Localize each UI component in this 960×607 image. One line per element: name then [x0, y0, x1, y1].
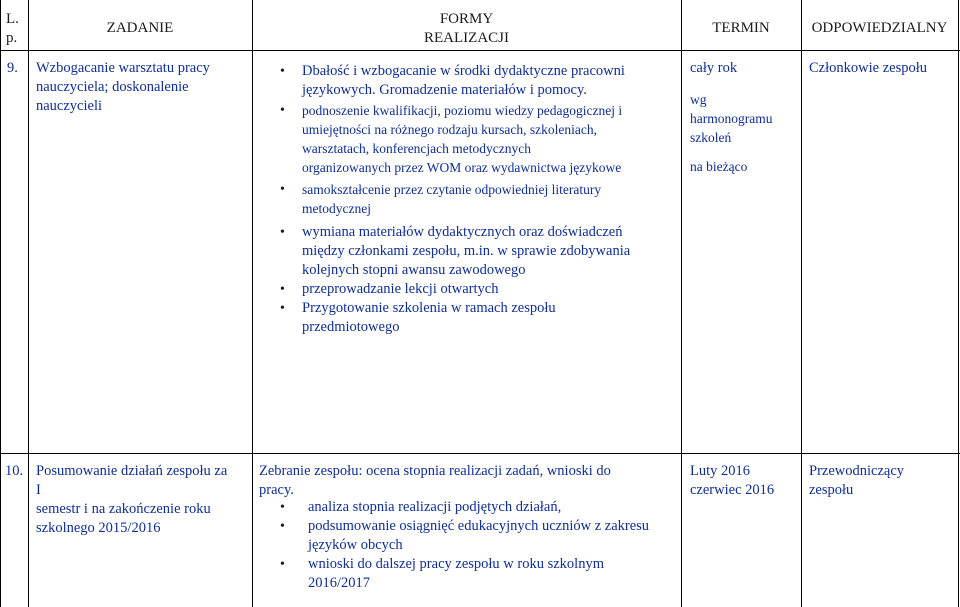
row9-termin-2: [690, 90, 798, 147]
column-divider-2: [252, 0, 253, 607]
row10-task: [36, 462, 248, 538]
header-lp: [6, 10, 26, 48]
row10-task-line: Posumowanie działań zespołu za: [36, 463, 228, 479]
header-formy-line2: REALIZACJI: [424, 30, 509, 46]
row9-form-line: warsztatach, konferencjach metodycznych: [302, 141, 532, 156]
row9-form-item: [276, 101, 678, 177]
row9-form-line: • podnoszenie kwalifikacji, poziomu wiedzy pedagogicznej i: [302, 103, 623, 118]
row9-form-line: metodycznej: [302, 201, 371, 216]
row10-forms-list: [276, 498, 678, 593]
row10-forms: Zebranie zespołu: ocena stopnia realizacji zadań, wnioski do pracy.: [259, 462, 679, 481]
row10-form-item: [276, 517, 678, 555]
header-termin: TERMIN: [712, 20, 770, 36]
row10-task-line: I: [36, 482, 41, 498]
row10-responsible-line: Przewodniczący: [809, 463, 905, 479]
row9-termin-2-line: wg: [690, 92, 707, 107]
column-divider-1: [28, 0, 29, 607]
row10-forms-intro-line: Zebranie zespołu: ocena stopnia realizacji zadań, wnioski do: [259, 463, 611, 479]
row9-form-line: • przeprowadzanie lekcji otwartych: [302, 281, 499, 297]
row10-number: 10.: [5, 463, 24, 479]
row10-form-line: 2016/2017: [308, 575, 371, 591]
row-divider: [0, 453, 960, 454]
row9-termin-2-line: szkoleń: [690, 130, 732, 145]
row9-form-item: [276, 180, 678, 218]
row9-form-item: [276, 299, 678, 337]
row10-termin: [690, 462, 798, 500]
row9-form-item: [276, 223, 678, 280]
row9-form-line: • wymiana materiałów dydaktycznych oraz doświadczeń: [302, 224, 623, 240]
row9-forms-list: [276, 62, 678, 337]
row9-number: 9.: [7, 60, 18, 76]
row9-form-line: kolejnych stopni awansu zawodowego: [302, 262, 526, 278]
row9-termin-1: cały rok: [690, 60, 738, 76]
row9-form-line: umiejętności na różnego rodzaju kursach, szkoleniach,: [302, 122, 598, 137]
row9-termin-2-line: harmonogramu: [690, 111, 773, 126]
row9-form-line: organizowanych przez WOM oraz wydawnictwa językowe: [302, 160, 622, 175]
row9-form-item: [276, 62, 678, 100]
row9-form-line: językowych. Gromadzenie materiałów i pomocy.: [302, 82, 587, 98]
header-bottom-border: [0, 50, 960, 51]
header-formy: [252, 10, 681, 48]
row10-responsible: [809, 462, 957, 500]
header-odpowiedzialny: ODPOWIEDZIALNY: [811, 20, 948, 36]
column-divider-4: [801, 0, 802, 607]
row10-form-item: [276, 555, 678, 593]
column-divider-3: [681, 0, 682, 607]
row10-responsible-line: zespołu: [809, 482, 854, 498]
row9-form-line: • Przygotowanie szkolenia w ramach zespołu: [302, 300, 556, 316]
row10-form-item: [276, 498, 678, 517]
row9-termin-3: na bieżąco: [690, 159, 748, 174]
row10-form-line: • podsumowanie osiągnięć edukacyjnych uczniów z zakresu: [308, 518, 650, 534]
header-formy-line1: FORMY: [439, 11, 494, 27]
table-border-left: [0, 0, 1, 607]
row9-form-line: • Dbałość i wzbogacanie w środki dydaktyczne pracowni: [302, 63, 625, 79]
row9-task-line: nauczyciela; doskonalenie: [36, 79, 189, 95]
row10-form-line: języków obcych: [308, 537, 403, 553]
header-zadanie: ZADANIE: [106, 20, 174, 36]
row9-form-line: • samokształcenie przez czytanie odpowiedniej literatury: [302, 182, 602, 197]
row10-task-line: szkolnego 2015/2016: [36, 520, 161, 536]
row9-form-line: przedmiotowego: [302, 319, 400, 335]
row9-termin: [690, 59, 798, 176]
table-border-right: [958, 0, 959, 607]
row10-termin-line: Luty 2016: [690, 463, 751, 479]
row9-task: [36, 59, 248, 116]
row10-form-line: • analiza stopnia realizacji podjętych działań,: [308, 499, 562, 515]
header-lp-line1: L.: [6, 11, 19, 27]
row9-responsible: Członkowie zespołu: [809, 60, 927, 76]
row9-task-line: nauczycieli: [36, 98, 103, 114]
row10-termin-line: czerwiec 2016: [690, 482, 775, 498]
row9-task-line: Wzbogacanie warsztatu pracy: [36, 60, 210, 76]
row9-form-item: [276, 280, 678, 299]
row10-form-line: • wnioski do dalszej pracy zespołu w roku szkolnym: [308, 556, 604, 572]
row9-form-line: między członkami zespołu, m.in. w sprawie zdobywania: [302, 243, 631, 259]
header-lp-line2: p.: [6, 30, 18, 46]
row10-task-line: semestr i na zakończenie roku: [36, 501, 211, 517]
